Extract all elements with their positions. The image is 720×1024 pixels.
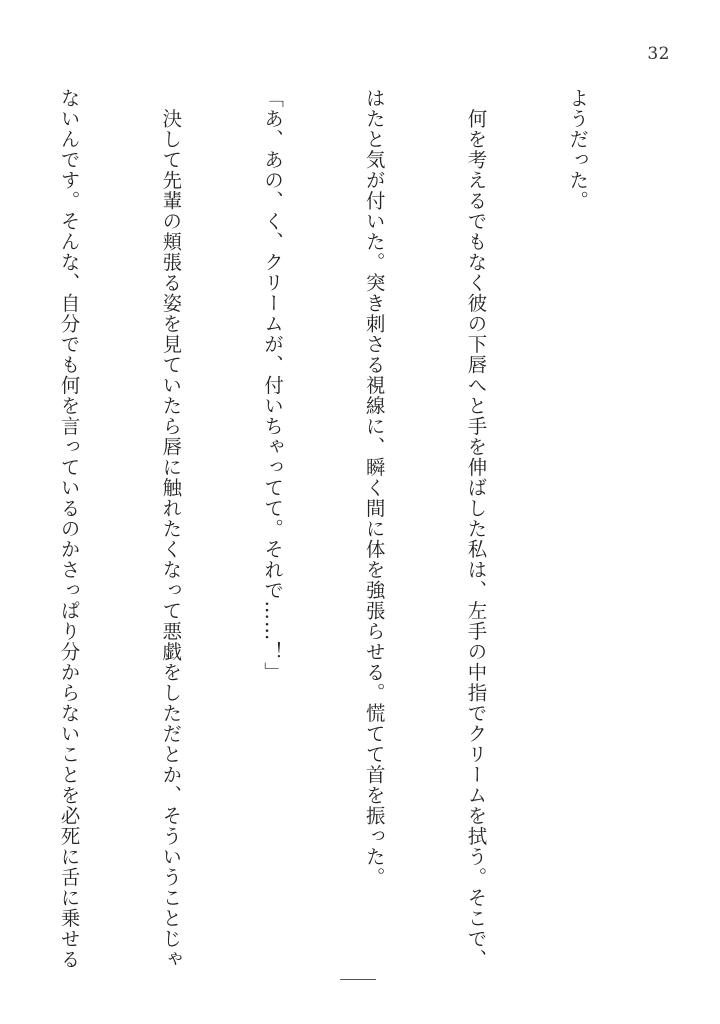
page-number: 32 bbox=[647, 44, 670, 64]
text-line-5: 決して先輩の頬張る姿を見ていたら唇に触れたくなって悪戯をしただとか、そういうことじゃ bbox=[159, 88, 183, 970]
bottom-rule bbox=[340, 979, 376, 980]
text-line-4: 「あ、あの、く、クリームが、付いちゃってて。それで……！」 bbox=[261, 88, 285, 683]
text-line-2: 何を考えるでもなく彼の下唇へと手を伸ばした私は、左手の中指でクリームを拭う。そこで、 bbox=[464, 88, 488, 970]
text-line-1: ようだった。 bbox=[566, 88, 590, 211]
text-line-3: はたと気が付いた。突き刺さる視線に、瞬く間に体を強張らせる。慌てて首を振った。 bbox=[362, 88, 386, 888]
text-line-6: ないんです。そんな、自分でも何を言っているのかさっぱり分からないことを必死に舌に乗せる bbox=[57, 88, 81, 970]
text-body bbox=[0, 88, 662, 968]
